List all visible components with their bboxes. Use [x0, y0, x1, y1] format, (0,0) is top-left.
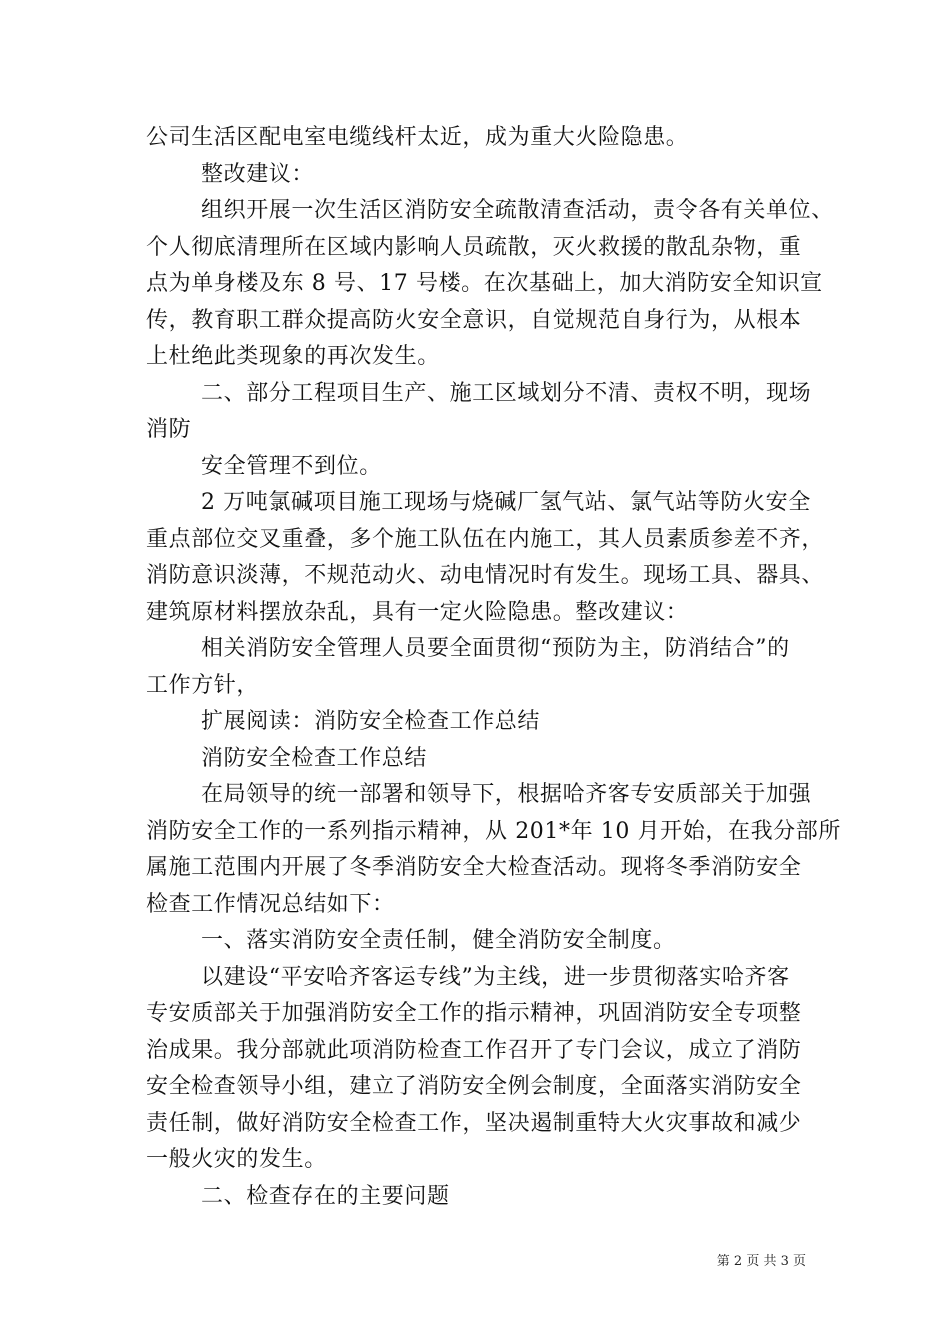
text-line: 一、落实消防安全责任制，健全消防安全制度。 [201, 928, 676, 953]
text-line: 责任制，做好消防安全检查工作，坚决遏制重特大火灾事故和减少 [146, 1110, 802, 1136]
text-line: 公司生活区配电室电缆线杆太近，成为重大火险隐患。 [146, 125, 689, 150]
document-body [146, 120, 841, 1215]
text-line: 相关消防安全管理人员要全面贯彻“预防为主，防消结合”的 [201, 636, 790, 661]
text-line: 2 万吨氯碱项目施工现场与烧碱厂氢气站、氯气站等防火安全 [201, 490, 811, 515]
text-line: 消防意识淡薄，不规范动火、动电情况时有发生。现场工具、器具、 [146, 563, 825, 588]
text-line: 安全检查领导小组，建立了消防安全例会制度，全面落实消防安全 [146, 1074, 802, 1099]
text-line: 组织开展一次生活区消防安全疏散清查活动，责令各有关单位、 [201, 198, 834, 223]
text-line: 属施工范围内开展了冬季消防安全大检查活动。现将冬季消防安全 [146, 855, 802, 880]
text-line: 重点部位交叉重叠，多个施工队伍在内施工，其人员素质参差不齐， [146, 526, 825, 552]
text-line: 整改建议： [201, 161, 315, 187]
text-line: 消防安全检查工作总结 [201, 745, 428, 771]
text-line: 检查工作情况总结如下： [146, 891, 395, 917]
text-line: 安全管理不到位。 [201, 453, 382, 479]
text-line: 消防安全工作的一系列指示精神，从 201*年 10 月开始，在我分部所 [146, 818, 841, 844]
text-line: 上杜绝此类现象的再次发生。 [146, 344, 440, 369]
text-line: 扩展阅读：消防安全检查工作总结 [201, 709, 541, 734]
text-line: 二、部分工程项目生产、施工区域划分不清、责权不明，现场 [201, 380, 812, 406]
text-line: 个人彻底清理所在区域内影响人员疏散，灭火救援的散乱杂物，重 [146, 234, 802, 260]
text-line: 以建设“平安哈齐客运专线”为主线，进一步贯彻落实哈齐客 [201, 964, 790, 990]
page-number: 第 2 页 共 3 页 [716, 1254, 806, 1269]
text-line: 点为单身楼及东 8 号、17 号楼。在次基础上，加大消防安全知识宣 [146, 271, 823, 296]
text-line: 工作方针， [146, 672, 260, 698]
text-line: 二、检查存在的主要问题 [201, 1183, 450, 1209]
text-line: 在局领导的统一部署和领导下，根据哈齐客专安质部关于加强 [201, 782, 812, 807]
text-line: 治成果。我分部就此项消防检查工作召开了专门会议，成立了消防 [146, 1037, 802, 1063]
text-line: 传，教育职工群众提高防火安全意识，自觉规范自身行为，从根本 [146, 307, 802, 333]
text-line: 消防 [146, 417, 192, 442]
text-line: 建筑原材料摆放杂乱，具有一定火险隐患。整改建议： [146, 599, 689, 625]
text-line: 专安质部关于加强消防安全工作的指示精神，巩固消防安全专项整 [146, 1001, 802, 1026]
text-line: 一般火灾的发生。 [146, 1147, 327, 1172]
